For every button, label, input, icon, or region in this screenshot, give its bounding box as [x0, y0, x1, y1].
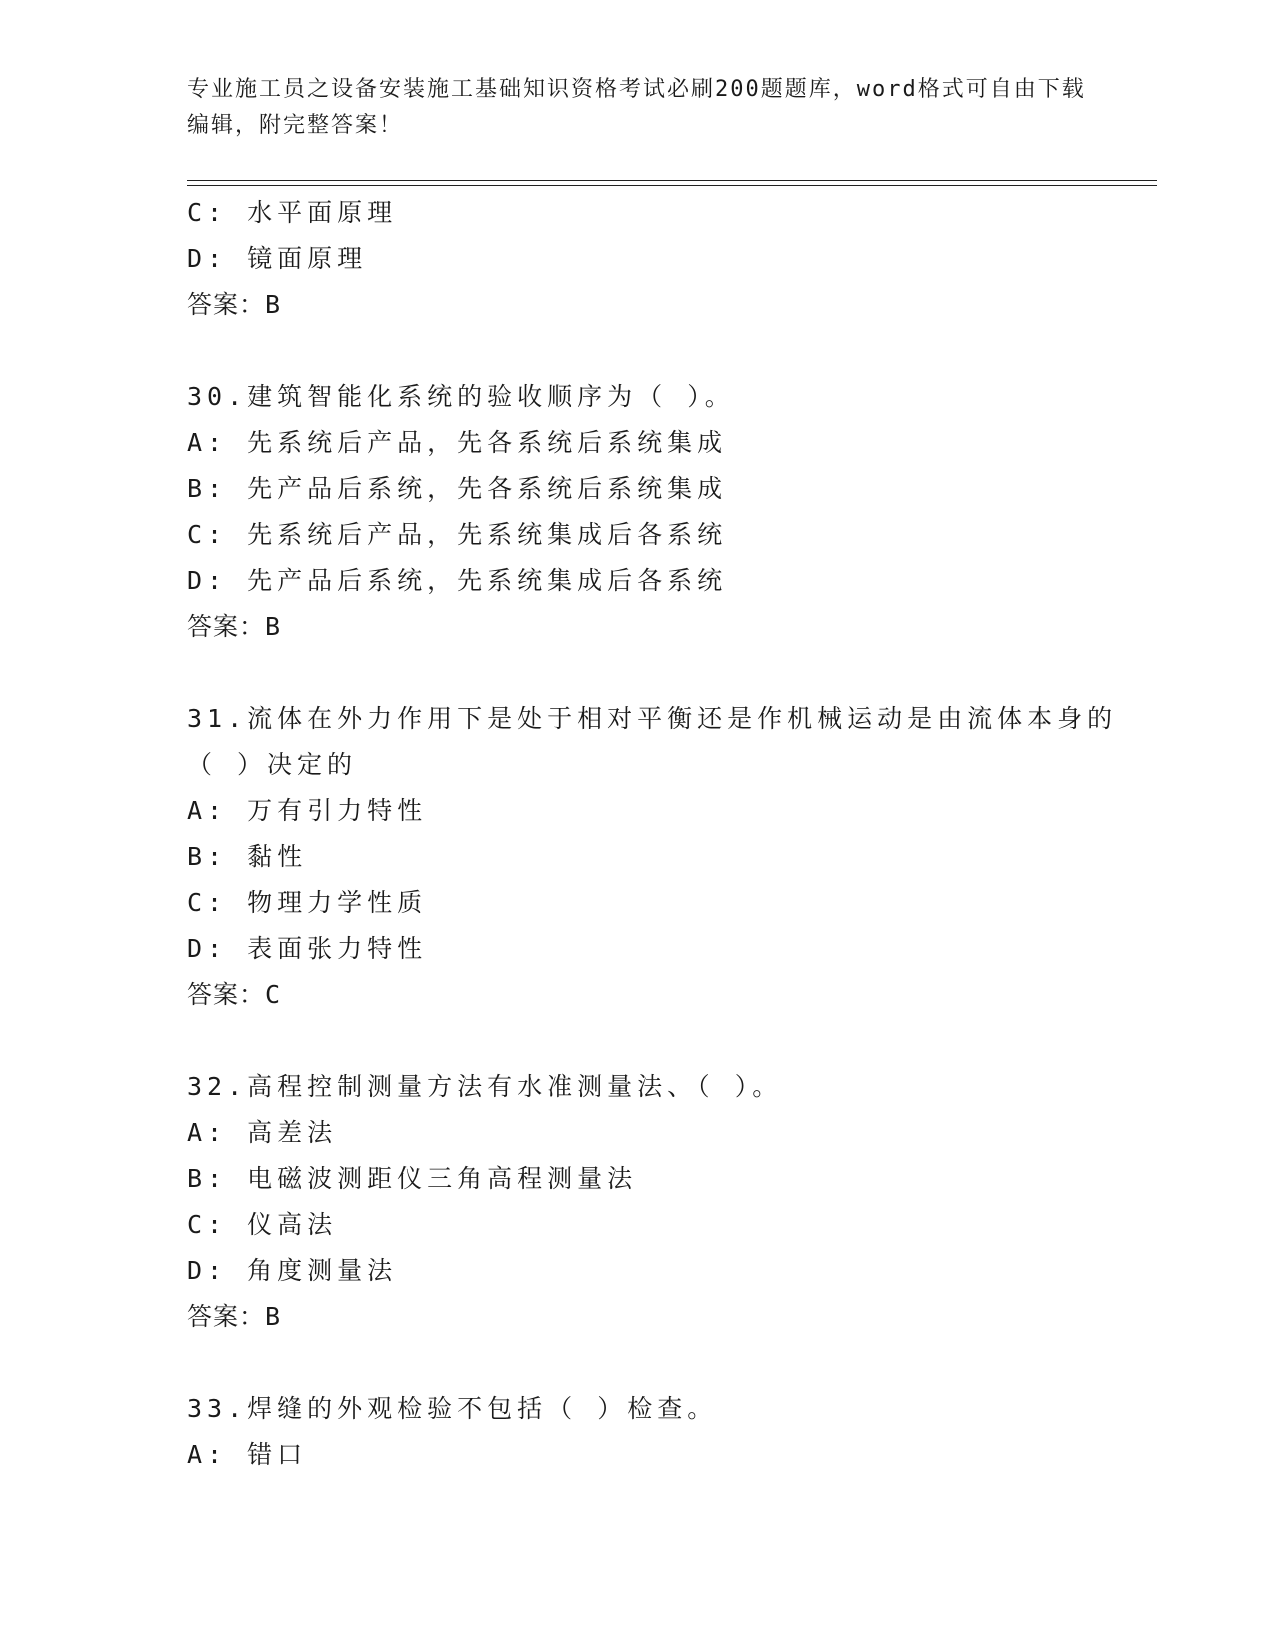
option-d: D: 角度测量法 [187, 1256, 398, 1285]
answer-line: 答案：B [187, 612, 282, 641]
option-d: D: 表面张力特性 [187, 934, 428, 963]
option-a: A: 高差法 [187, 1118, 338, 1147]
option-d: D: 镜面原理 [187, 244, 368, 273]
header-rule-top [187, 180, 1157, 181]
answer-line: 答案：B [187, 1302, 282, 1331]
question-stem: 33.焊缝的外观检验不包括（ ）检查。 [187, 1394, 718, 1423]
answer-line: 答案：C [187, 980, 282, 1009]
option-a: A: 先系统后产品，先各系统后系统集成 [187, 428, 728, 457]
answer-line: 答案：B [187, 290, 282, 319]
option-b: B: 电磁波测距仪三角高程测量法 [187, 1164, 638, 1193]
option-c: C: 物理力学性质 [187, 888, 428, 917]
option-b: B: 黏性 [187, 842, 308, 871]
option-b: B: 先产品后系统，先各系统后系统集成 [187, 474, 728, 503]
option-c: C: 水平面原理 [187, 198, 398, 227]
header-rule-bottom [187, 185, 1157, 186]
question-stem-continued: （ ）决定的 [187, 750, 358, 779]
option-c: C: 先系统后产品，先系统集成后各系统 [187, 520, 728, 549]
option-a: A: 错口 [187, 1440, 308, 1469]
option-a: A: 万有引力特性 [187, 796, 428, 825]
question-stem: 30.建筑智能化系统的验收顺序为（ ）。 [187, 382, 735, 411]
question-stem: 31.流体在外力作用下是处于相对平衡还是作机械运动是由流体本身的 [187, 704, 1118, 733]
option-c: C: 仪高法 [187, 1210, 338, 1239]
document-header: 专业施工员之设备安装施工基础知识资格考试必刷200题题库，word格式可自由下载编辑，附完整答案！ [187, 77, 1086, 138]
option-d: D: 先产品后系统，先系统集成后各系统 [187, 566, 728, 595]
document-body [187, 190, 1147, 1478]
question-stem: 32.高程控制测量方法有水准测量法、（ ）。 [187, 1072, 783, 1101]
